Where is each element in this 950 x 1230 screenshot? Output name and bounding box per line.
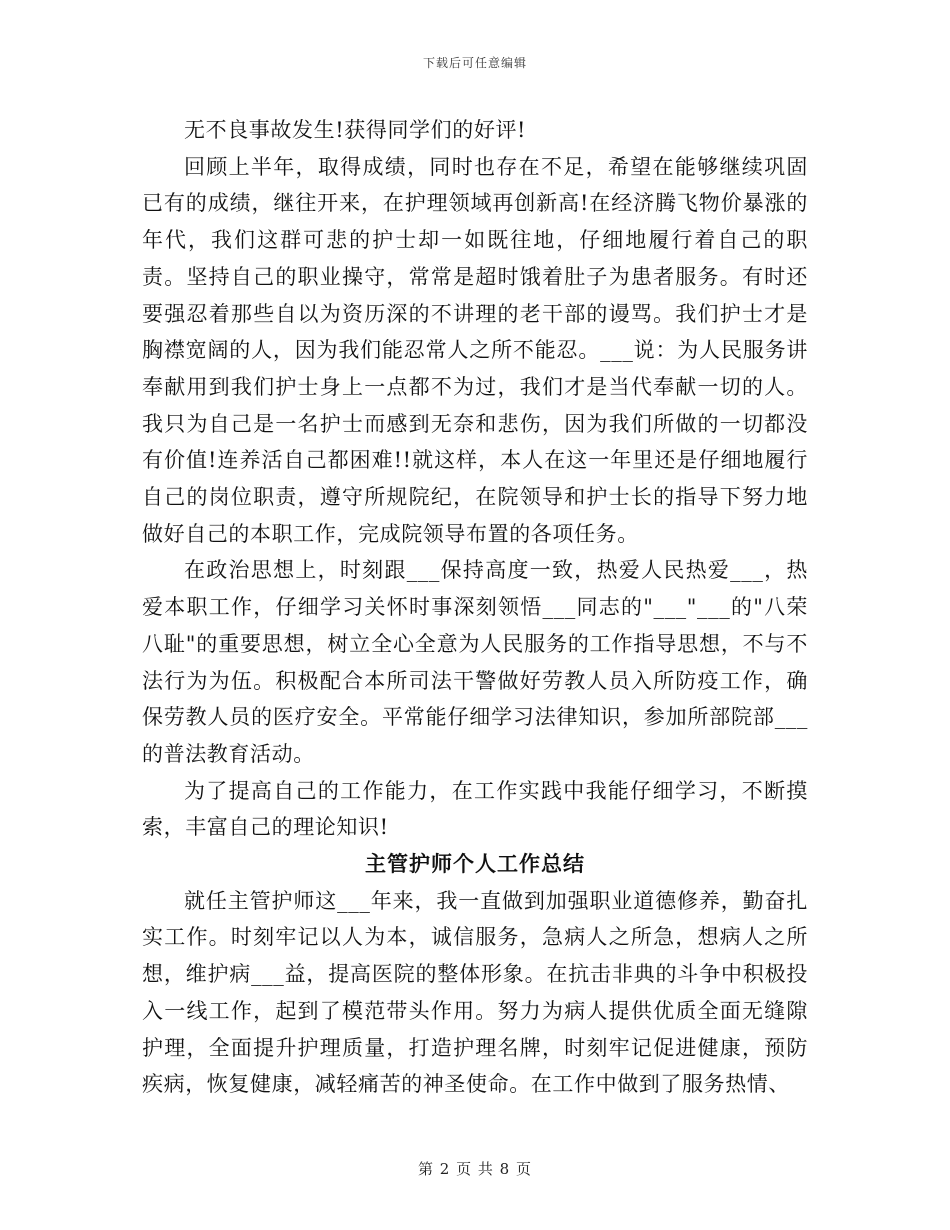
paragraph-2: 回顾上半年，取得成绩，同时也存在不足，希望在能够继续巩固已有的成绩，继往开来，在护理领域再创新高!在经济腾飞物价暴涨的年代，我们这群可悲的护士却一如既往地，仔细地履行着自己的职责。坚持自己的职业操守，常常是超时饿着肚子为患者服务。有时还要强忍着那些自以为资历深的不讲理的老干部的谩骂。我们护士才是胸襟宽阔的人，因为我们能忍常人之所不能忍。___说：为人民服务讲奉献用到我们护士身上一点都不为过，我们才是当代奉献一切的人。我只为自己是一名护士而感到无奈和悲伤，因为我们所做的一切都没有价值!连养活自己都困难!!就这样，本人在这一年里还是仔细地履行自己的岗位职责，遵守所规院纪，在院领导和护士长的指导下努力地做好自己的本职工作，完成院领导布置的各项任务。 [142, 154, 808, 546]
page-header: 下载后可任意编辑 [422, 56, 527, 70]
paragraph-4: 为了提高自己的工作能力，在工作实践中我能仔细学习，不断摸索，丰富自己的理论知识! [142, 778, 808, 840]
page-footer: 第 2 页 共 8 页 [418, 1160, 532, 1178]
document-body [142, 112, 808, 1103]
paragraph-3: 在政治思想上，时刻跟___保持高度一致，热爱人民热爱___，热爱本职工作，仔细学习关怀时事深刻领悟___同志的"___"___的"八荣八耻"的重要思想，树立全心全意为人民服务的工作指导思想，不与不法行为为伍。积极配合本所司法干警做好劳教人员入所防疫工作，确保劳教人员的医疗安全。平常能仔细学习法律知识，参加所部院部___的普法教育活动。 [142, 558, 808, 766]
section-title: 主管护师个人工作总结 [365, 851, 585, 877]
paragraph-1: 无不良事故发生!获得同学们的好评! [184, 118, 527, 142]
paragraph-5: 就任主管护师这___年来，我一直做到加强职业道德修养，勤奋扎实工作。时刻牢记以人为本，诚信服务，急病人之所急，想病人之所想，维护病___益，提高医院的整体形象。在抗击非典的斗争中积极投入一线工作，起到了模范带头作用。努力为病人提供优质全面无缝隙护理，全面提升护理质量，打造护理名牌，时刻牢记促进健康，预防疾病，恢复健康，减轻痛苦的神圣使命。在工作中做到了服务热情、 [142, 888, 808, 1097]
